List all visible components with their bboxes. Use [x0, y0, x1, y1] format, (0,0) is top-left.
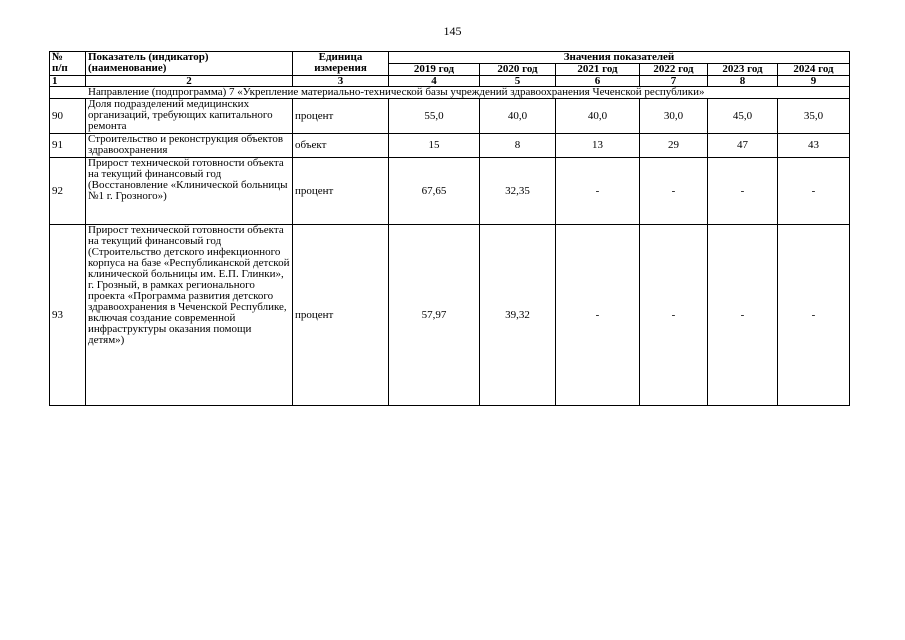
column-index: 8	[708, 76, 778, 87]
row-value-2020: 40,0	[480, 99, 556, 134]
header-year: 2022 год	[640, 64, 708, 76]
row-value-2019: 15	[389, 134, 480, 158]
row-number: 92	[50, 158, 86, 225]
row-value-2020: 8	[480, 134, 556, 158]
column-index: 9	[778, 76, 850, 87]
row-value-2021: 40,0	[556, 99, 640, 134]
row-value-2021: 13	[556, 134, 640, 158]
row-value-2024: 35,0	[778, 99, 850, 134]
row-value-2021: -	[556, 158, 640, 225]
header-indicator-2: (наименование)	[88, 62, 167, 74]
row-value-2024: 43	[778, 134, 850, 158]
header-indicator-cell	[86, 52, 293, 76]
header-num: №	[52, 51, 64, 63]
row-number: 91	[50, 134, 86, 158]
row-value-2022: 30,0	[640, 99, 708, 134]
direction-title: Направление (подпрограмма) 7 «Укрепление материально-технической базы учреждений здравоохранения Чеченской республики»	[50, 87, 850, 99]
row-value-2023: -	[708, 225, 778, 406]
row-indicator-name: Прирост технической готовности объекта на текущий финансовый год (Восстановление «Клинической больницы №1 г. Грозного»)	[86, 158, 293, 225]
header-year: 2024 год	[778, 64, 850, 76]
header-year: 2019 год	[389, 64, 480, 76]
column-index-row	[50, 76, 850, 87]
header-num-2: п/п	[52, 62, 68, 74]
header-year: 2020 год	[480, 64, 556, 76]
row-number: 93	[50, 225, 86, 406]
header-year: 2021 год	[556, 64, 640, 76]
header-values-title: Значения показателей	[389, 52, 850, 64]
row-unit: процент	[293, 225, 389, 406]
page-number: 145	[443, 24, 462, 38]
header-unit: Единица	[318, 51, 363, 63]
column-index: 1	[50, 76, 86, 87]
row-value-2023: 45,0	[708, 99, 778, 134]
row-unit: процент	[293, 99, 389, 134]
column-index: 3	[293, 76, 389, 87]
header-year: 2023 год	[708, 64, 778, 76]
column-index: 4	[389, 76, 480, 87]
row-unit: процент	[293, 158, 389, 225]
direction-row	[50, 87, 850, 99]
row-value-2021: -	[556, 225, 640, 406]
row-value-2024: -	[778, 225, 850, 406]
row-value-2019: 57,97	[389, 225, 480, 406]
column-index: 7	[640, 76, 708, 87]
table-row	[50, 158, 850, 225]
table-row	[50, 225, 850, 406]
row-number: 90	[50, 99, 86, 134]
indicators-table	[49, 51, 850, 406]
row-value-2022: 29	[640, 134, 708, 158]
row-value-2019: 67,65	[389, 158, 480, 225]
table-row	[50, 99, 850, 134]
table-row	[50, 134, 850, 158]
row-value-2022: -	[640, 225, 708, 406]
row-value-2020: 39,32	[480, 225, 556, 406]
row-indicator-name: Доля подразделений медицинских организаций, требующих капитального ремонта	[86, 99, 293, 134]
column-index: 5	[480, 76, 556, 87]
row-value-2022: -	[640, 158, 708, 225]
row-value-2019: 55,0	[389, 99, 480, 134]
row-unit: объект	[293, 134, 389, 158]
column-index: 2	[86, 76, 293, 87]
header-indicator: Показатель (индикатор)	[88, 51, 209, 63]
row-value-2023: 47	[708, 134, 778, 158]
column-index: 6	[556, 76, 640, 87]
header-unit-2: измерения	[314, 62, 367, 74]
row-value-2023: -	[708, 158, 778, 225]
row-indicator-name: Строительство и реконструкция объектов здравоохранения	[86, 134, 293, 158]
header-row-1	[50, 52, 850, 64]
row-value-2020: 32,35	[480, 158, 556, 225]
row-value-2024: -	[778, 158, 850, 225]
header-unit-cell	[293, 52, 389, 76]
header-num-cell	[50, 52, 86, 76]
row-indicator-name: Прирост технической готовности объекта на текущий финансовый год (Строительство детского инфекционного корпуса на базе «Республиканской детской клинической больницы им. Е.П. Глинки», г. Грозный, в рамках регионального проекта «Программа развития детского здравоохранения в Чеченской Республике, включая создание современной инфраструктуры оказания помощи детям»)	[86, 225, 293, 406]
